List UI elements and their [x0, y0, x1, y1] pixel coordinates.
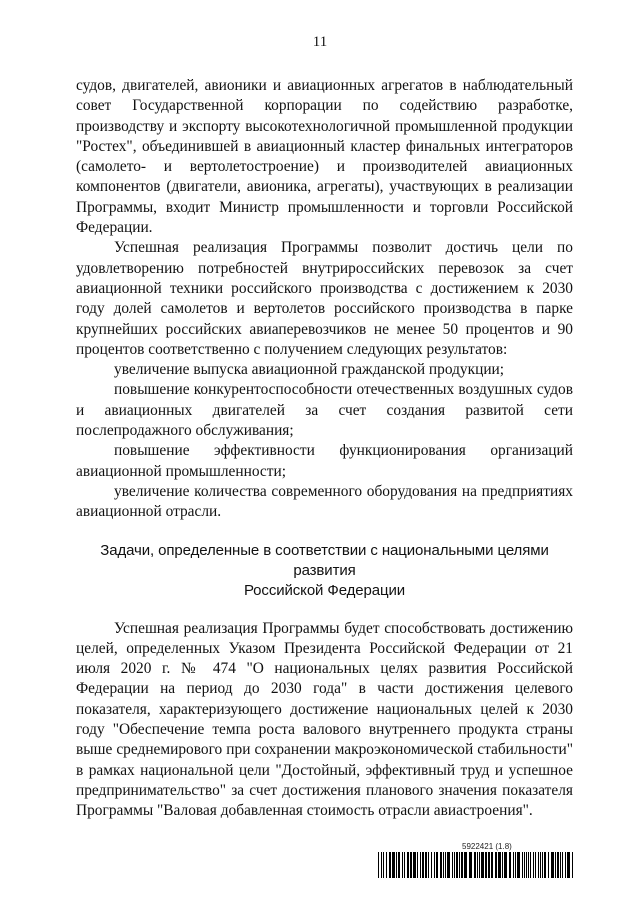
result-item: увеличение количества современного оборудования на предприятиях авиационной отрасли. — [76, 482, 573, 521]
result-item: повышение эффективности функционирования организаций авиационной промышленности; — [76, 442, 573, 480]
barcode-icon — [378, 852, 574, 878]
document-body — [76, 76, 573, 822]
section-heading — [76, 541, 573, 601]
paragraph-continuation: судов, двигателей, авионики и авиационных агрегатов в наблюдательный совет Государственной корпорации по содействию разработке, производству и экспорту высокотехнологичной промышленной продукции "Ростех", объединившей в авиационный кластер финальных интеграторов (самолето- и вертолетостроение) и производителей авиационных компонентов (двигатели, авионика, агрегаты), участвующих в реализации Программы, входит Министр промышленности и торговли Российской Федерации. — [76, 77, 573, 237]
document-code: 5922421 (1.8) — [462, 842, 512, 851]
result-item: увеличение выпуска авиационной гражданской продукции; — [114, 361, 505, 379]
paragraph-national-goals: Успешная реализация Программы будет способствовать достижению целей, определенных Указом Президента Российской Федерации от 21 июля 2020 г. № 474 "О национальных целях развития Российской Федерации на период до 2030 года" в части достижения целевого показателя, характеризующего достижение национальных целей к 2030 году "Обеспечение темпа роста валового внутреннего продукта страны выше среднемирового при сохранении макроэкономической стабильности" в рамках национальной цели "Достойный, эффективный труд и успешное предпринимательство" за счет достижения планового значения показателя Программы "Валовая добавленная стоимость отрасли авиастроения". — [76, 619, 573, 820]
section-heading-line: Российской Федерации — [243, 581, 406, 599]
section-heading-line: Задачи, определенные в соответствии с национальными целями развития — [100, 541, 549, 579]
paragraph-program-goal: Успешная реализация Программы позволит достичь цели по удовлетворению потребностей внутрироссийских перевозок за счет авиационной техники российского производства с достижением к 2030 году долей самолетов и вертолетов российского производства в парке крупнейших российских авиаперевозчиков не менее 50 процентов и 90 процентов соответственно с получением следующих результатов: — [76, 239, 573, 358]
page-number: 11 — [312, 34, 328, 50]
result-item: повышение конкурентоспособности отечественных воздушных судов и авиационных двигателей за счет создания развитой сети послепродажного обслуживания; — [76, 381, 573, 440]
